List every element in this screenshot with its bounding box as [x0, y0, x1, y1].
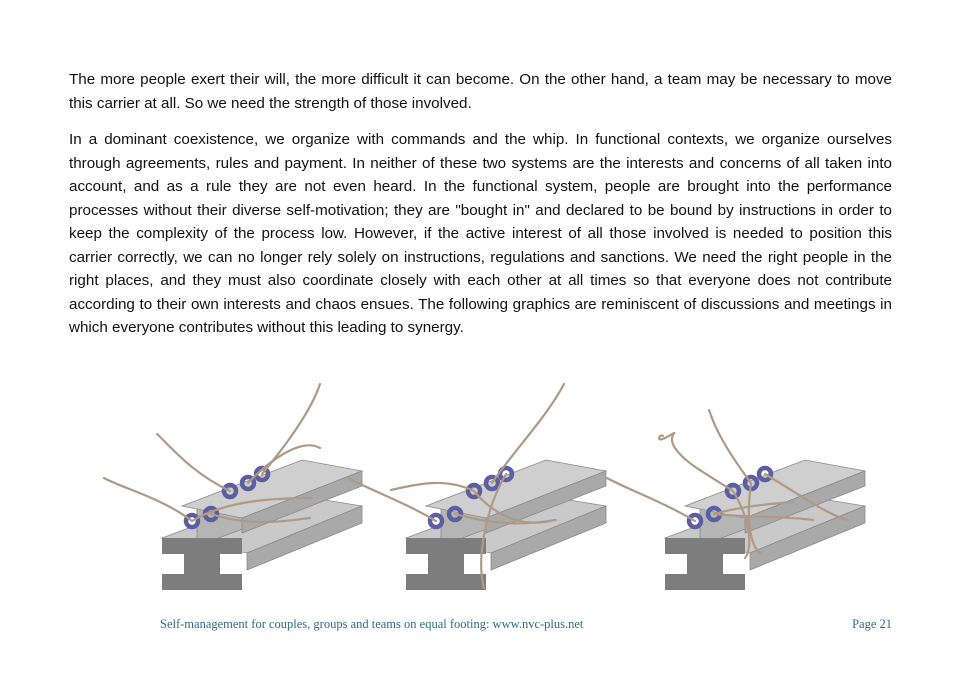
- body-paragraph-2: In a dominant coexistence, we organize with commands and the whip. In functional contexts, we organize ourselves through agreements, rules and payment. In neither of these two systems are the interests and concerns of all taken into account, and as a rule they are not even heard. In the functional system, people are brought into the performance processes without their diverse self-motivation; they are "bought in" and declared to be bound by instructions in order to keep the complexity of the process low. However, if the active interest of all those involved is needed to position this carrier correctly, we can no longer rely solely on instructions, regulations and sanctions. We need the right people in the right places, and they must also coordinate closely with each other at all times so that everyone does not contribute according to their own interests and chaos ensues. The following graphics are reminiscent of discussions and meetings in which everyone contributes without this leading to synergy.: [69, 131, 892, 336]
- illustration-3: [607, 410, 865, 590]
- illustration-1: [104, 384, 362, 590]
- body-paragraph-1: The more people exert their will, the more difficult it can become. On the other hand, a team may be necessary to move this carrier at all. So we need the strength of those involved.: [69, 71, 892, 112]
- footer-title: Self-management for couples, groups and teams on equal footing: www.nvc-plus.net: [160, 617, 584, 631]
- page-number: Page 21: [852, 617, 892, 631]
- illustration-2: [348, 384, 606, 590]
- girder-rope-illustrations: [90, 378, 880, 598]
